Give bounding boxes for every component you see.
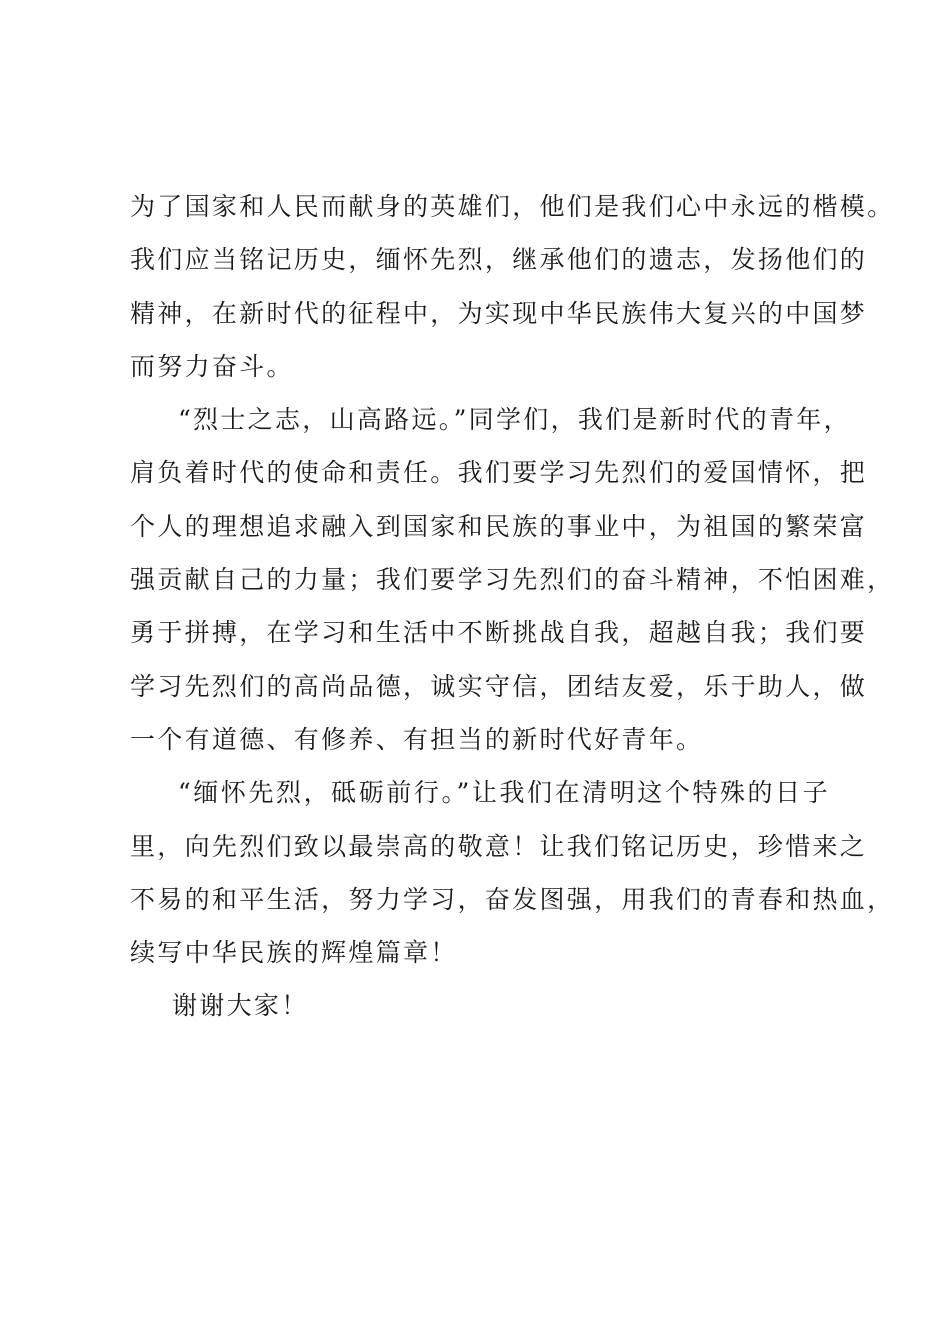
text-line: 而努力奋斗。 <box>130 351 294 381</box>
text-line: 学习先烈们的高尚品德，诚实守信，团结友爱，乐于助人，做 <box>130 671 868 701</box>
text-line: 强贡献自己的力量；我们要学习先烈们的奋斗精神，不怕困难， <box>130 565 895 595</box>
text-line: 勇于拼搏，在学习和生活中不断挑战自我，超越自我；我们要 <box>130 618 868 648</box>
paragraph-2 <box>130 393 895 766</box>
text-line: 个人的理想追求融入到国家和民族的事业中，为祖国的繁荣富 <box>130 511 868 541</box>
text-line: 谢谢大家！ <box>172 991 309 1021</box>
paragraph-4 <box>130 979 830 1032</box>
paragraph-1 <box>130 180 895 393</box>
text-line: 精神，在新时代的征程中，为实现中华民族伟大复兴的中国梦 <box>130 298 868 328</box>
text-line: 为了国家和人民而献身的英雄们，他们是我们心中永远的楷模。 <box>130 192 895 221</box>
text-line: 肩负着时代的使命和责任。我们要学习先烈们的爱国情怀，把 <box>130 458 868 488</box>
text-line: 不易的和平生活，努力学习，奋发图强，用我们的青春和热血， <box>130 884 895 914</box>
text-line: 续写中华民族的辉煌篇章！ <box>130 938 458 968</box>
text-line: “缅怀先烈，砥砺前行。”让我们在清明这个特殊的日子 <box>178 778 830 808</box>
text-line: “烈士之志，山高路远。”同学们，我们是新时代的青年， <box>178 405 851 435</box>
paragraph-3 <box>130 766 895 979</box>
document-body <box>130 180 895 1033</box>
text-line: 里，向先烈们致以最崇高的敬意！让我们铭记历史，珍惜来之 <box>130 831 868 861</box>
text-line: 我们应当铭记历史，缅怀先烈，继承他们的遗志，发扬他们的 <box>130 245 868 275</box>
text-line: 一个有道德、有修养、有担当的新时代好青年。 <box>130 724 704 754</box>
